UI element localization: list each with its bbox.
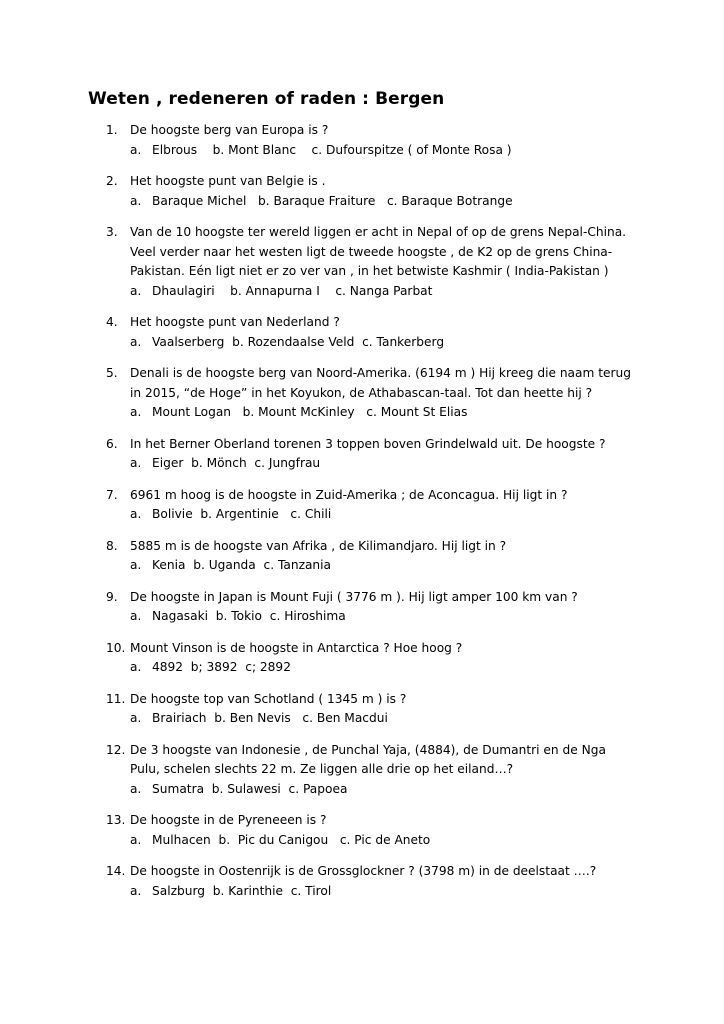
question-body: [130, 172, 650, 211]
answer-options-text: Brairiach b. Ben Nevis c. Ben Macdui: [152, 711, 388, 725]
answer-options: [130, 333, 650, 353]
question-number: 11.: [106, 691, 126, 706]
answer-letter-a: a.: [130, 142, 142, 157]
answer-letter-a: a.: [130, 334, 142, 349]
question-text-line: De 3 hoogste van Indonesie , de Punchal Yaja, (4884), de Dumantri en de Nga: [130, 742, 606, 757]
question-number: 12.: [106, 742, 126, 757]
question-item: [0, 121, 724, 160]
question-text-line: in 2015, “de Hoge” in het Koyukon, de Athabascan-taal. Tot dan heette hij ?: [130, 385, 593, 400]
question-item: [0, 588, 724, 627]
answer-options: [130, 192, 650, 212]
answer-options: [130, 454, 650, 474]
question-number: 1.: [106, 123, 118, 137]
question-item: [0, 172, 724, 211]
answer-options: [130, 882, 650, 902]
question-number: 4.: [106, 315, 118, 329]
answer-letter-a: a.: [130, 558, 142, 572]
question-body: [130, 862, 650, 901]
answer-options-text: Bolivie b. Argentinie c. Chili: [152, 507, 332, 521]
question-body: [130, 364, 650, 423]
answer-options-text: Elbrous b. Mont Blanc c. Dufourspitze ( of Monte Rosa ): [152, 142, 512, 157]
question-item: [0, 486, 724, 525]
question-number: 14.: [106, 864, 126, 878]
question-text-line: Denali is de hoogste berg van Noord-Amerika. (6194 m ) Hij kreeg die naam terug: [130, 366, 631, 380]
question-number: 2.: [106, 174, 118, 188]
question-item: [0, 862, 724, 901]
question-item: [0, 364, 724, 423]
answer-options-text: Mulhacen b. Pic du Canigou c. Pic de Aneto: [152, 832, 431, 847]
answer-letter-a: a.: [130, 609, 142, 623]
answer-options-text: Dhaulagiri b. Annapurna I c. Nanga Parbat: [152, 283, 433, 298]
question-body: [130, 588, 650, 627]
question-text-line: In het Berner Oberland torenen 3 toppen boven Grindelwald uit. De hoogste ?: [130, 436, 606, 451]
question-item: [0, 223, 724, 301]
question-number: 5.: [106, 366, 118, 380]
question-body: [130, 313, 650, 352]
question-text-line: Het hoogste punt van Nederland ?: [130, 315, 340, 329]
answer-options: [130, 709, 650, 729]
question-item: [0, 639, 724, 678]
question-body: [130, 486, 650, 525]
question-text-line: De hoogste in de Pyreneeen is ?: [130, 813, 327, 827]
answer-options-text: Mount Logan b. Mount McKinley c. Mount St Elias: [152, 405, 468, 419]
answer-options-text: Eiger b. Mönch c. Jungfrau: [152, 456, 321, 470]
answer-options-text: Salzburg b. Karinthie c. Tirol: [152, 883, 332, 898]
answer-options: [130, 831, 650, 851]
answer-options-text: Vaalserberg b. Rozendaalse Veld c. Tankerberg: [152, 334, 445, 349]
answer-letter-a: a.: [130, 883, 142, 898]
question-text-line: De hoogste in Oostenrijk is de Grossglockner ? (3798 m) in de deelstaat ….?: [130, 864, 597, 878]
answer-options: [130, 282, 650, 302]
question-number: 7.: [106, 487, 118, 502]
question-body: [130, 223, 650, 301]
question-number: 6.: [106, 436, 118, 451]
answer-options: [130, 556, 650, 576]
question-number: 3.: [106, 225, 118, 239]
answer-options-text: Kenia b. Uganda c. Tanzania: [152, 558, 332, 572]
question-number: 10.: [106, 640, 126, 655]
question-text-line: Pulu, schelen slechts 22 m. Ze liggen alle drie op het eiland…?: [130, 762, 514, 776]
question-item: [0, 741, 724, 800]
answer-letter-a: a.: [130, 405, 142, 419]
answer-options-text: Baraque Michel b. Baraque Fraiture c. Baraque Botrange: [152, 193, 513, 208]
answer-letter-a: a.: [130, 507, 142, 521]
question-text-line: Mount Vinson is de hoogste in Antarctica ? Hoe hoog ?: [130, 640, 463, 655]
question-item: [0, 690, 724, 729]
question-number: 8.: [106, 538, 118, 553]
question-number: 13.: [106, 813, 126, 827]
answer-options: [130, 141, 650, 161]
answer-letter-a: a.: [130, 711, 142, 725]
answer-letter-a: a.: [130, 456, 142, 470]
question-text-line: Veel verder naar het westen ligt de tweede hoogste , de K2 op de grens China-: [130, 244, 613, 259]
question-number: 9.: [106, 589, 118, 604]
answer-letter-a: a.: [130, 781, 142, 796]
question-text-line: De hoogste top van Schotland ( 1345 m ) is ?: [130, 691, 407, 706]
answer-options-text: Nagasaki b. Tokio c. Hiroshima: [152, 609, 346, 623]
question-text-line: 5885 m is de hoogste van Afrika , de Kilimandjaro. Hij ligt in ?: [130, 538, 507, 553]
page-title: Weten , redeneren of raden : Bergen: [88, 89, 445, 109]
question-body: [130, 811, 650, 850]
answer-letter-a: a.: [130, 283, 142, 298]
question-item: [0, 313, 724, 352]
question-text-line: Pakistan. Eén ligt niet er zo ver van , in het betwiste Kashmir ( India-Pakistan ): [130, 264, 609, 278]
question-text-line: Het hoogste punt van Belgie is .: [130, 174, 326, 188]
question-body: [130, 690, 650, 729]
answer-options: [130, 403, 650, 423]
question-list: [0, 121, 724, 913]
question-item: [0, 811, 724, 850]
answer-letter-a: a.: [130, 660, 142, 674]
question-body: [130, 741, 650, 800]
question-text-line: De hoogste in Japan is Mount Fuji ( 3776 m ). Hij ligt amper 100 km van ?: [130, 589, 578, 604]
question-body: [130, 639, 650, 678]
answer-options: [130, 658, 650, 678]
answer-options-text: 4892 b; 3892 c; 2892: [152, 660, 291, 674]
answer-options: [130, 780, 650, 800]
answer-letter-a: a.: [130, 193, 142, 208]
answer-options: [130, 607, 650, 627]
question-text-line: Van de 10 hoogste ter wereld liggen er acht in Nepal of op de grens Nepal-China.: [130, 225, 627, 239]
answer-letter-a: a.: [130, 832, 142, 847]
question-item: [0, 537, 724, 576]
question-text-line: De hoogste berg van Europa is ?: [130, 123, 329, 137]
question-body: [130, 537, 650, 576]
question-text-line: 6961 m hoog is de hoogste in Zuid-Amerika ; de Aconcagua. Hij ligt in ?: [130, 487, 568, 502]
answer-options: [130, 505, 650, 525]
question-item: [0, 435, 724, 474]
question-body: [130, 435, 650, 474]
answer-options-text: Sumatra b. Sulawesi c. Papoea: [152, 781, 348, 796]
question-body: [130, 121, 650, 160]
